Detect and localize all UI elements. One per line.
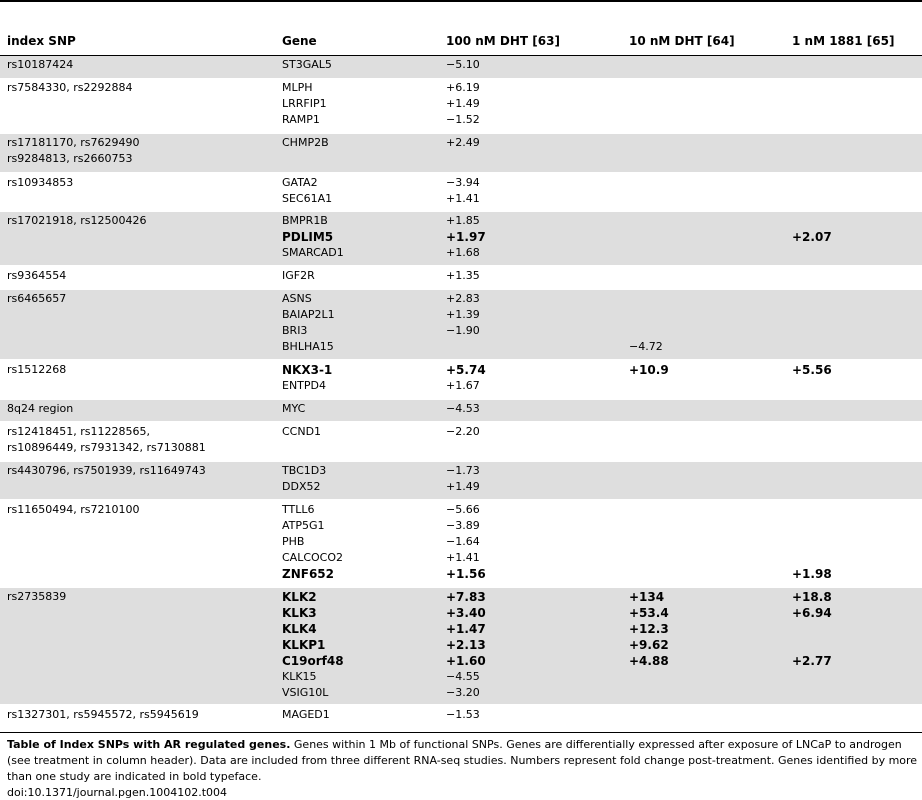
gene-cell: CCND1 bbox=[282, 425, 322, 438]
gene-cell: KLK2 bbox=[282, 590, 317, 604]
table-row-group bbox=[0, 462, 922, 499]
table-row-group bbox=[0, 134, 922, 172]
gene-cell: TTLL6 bbox=[282, 503, 315, 516]
dht100-value-cell: +1.49 bbox=[446, 480, 480, 493]
dht100-value-cell: +1.67 bbox=[446, 379, 480, 392]
index-snp-cell: rs12418451, rs11228565, bbox=[7, 425, 150, 438]
index-snp-cell: rs6465657 bbox=[7, 292, 67, 305]
gene-cell: ST3GAL5 bbox=[282, 58, 332, 71]
dht100-value-cell: +1.56 bbox=[446, 567, 486, 581]
dht100-value-cell: +2.49 bbox=[446, 136, 480, 149]
dht10-value-cell: +12.3 bbox=[629, 622, 669, 636]
index-snp-cell: rs1512268 bbox=[7, 363, 67, 376]
dht100-value-cell: −2.20 bbox=[446, 425, 480, 438]
index-snp-cell: rs1327301, rs5945572, rs5945619 bbox=[7, 708, 199, 721]
gene-cell: BRI3 bbox=[282, 324, 308, 337]
gene-cell: NKX3-1 bbox=[282, 363, 333, 377]
dht100-value-cell: −4.55 bbox=[446, 670, 480, 683]
dht10-value-cell: +4.88 bbox=[629, 654, 669, 668]
gene-cell: KLK3 bbox=[282, 606, 317, 620]
dht10-value-cell: −4.72 bbox=[629, 340, 663, 353]
gene-cell: KLK15 bbox=[282, 670, 317, 683]
index-snp-cell: 8q24 region bbox=[7, 402, 74, 415]
dht100-value-cell: +1.85 bbox=[446, 214, 480, 227]
table-row-group bbox=[0, 400, 922, 421]
dht100-value-cell: +1.60 bbox=[446, 654, 486, 668]
header-10nm-dht: 10 nM DHT [64] bbox=[629, 34, 735, 48]
table-row-group bbox=[0, 361, 922, 398]
dht100-value-cell: −1.52 bbox=[446, 113, 480, 126]
top-rule bbox=[0, 0, 922, 2]
dht100-value-cell: −1.73 bbox=[446, 464, 480, 477]
index-snp-cell: rs10934853 bbox=[7, 176, 74, 189]
header-1nm-r1881: 1 nM 1881 [65] bbox=[792, 34, 895, 48]
dht100-value-cell: +1.49 bbox=[446, 97, 480, 110]
dht100-value-cell: −1.64 bbox=[446, 535, 480, 548]
gene-cell: TBC1D3 bbox=[282, 464, 327, 477]
dht10-value-cell: +53.4 bbox=[629, 606, 669, 620]
caption-body: Genes within 1 Mb of functional SNPs. Genes are differentially expressed after exposure of LNCaP to androgen (see treatment in column header). Data are included from three different RNA-seq studies. Numbers represent fold change post-treatment. Genes identified by more than one study are indicated in bold typeface. bbox=[7, 738, 918, 783]
table-row-group bbox=[0, 267, 922, 288]
index-snp-cell: rs7584330, rs2292884 bbox=[7, 81, 133, 94]
gene-cell: BMPR1B bbox=[282, 214, 328, 227]
dht100-value-cell: −1.90 bbox=[446, 324, 480, 337]
dht100-value-cell: +1.41 bbox=[446, 192, 480, 205]
dht100-value-cell: +1.47 bbox=[446, 622, 486, 636]
index-snp-cell: rs11650494, rs7210100 bbox=[7, 503, 140, 516]
gene-cell: C19orf48 bbox=[282, 654, 344, 668]
table-row-group bbox=[0, 588, 922, 704]
bottom-rule bbox=[0, 732, 922, 733]
table-row-group bbox=[0, 290, 922, 359]
caption-title: Table of Index SNPs with AR regulated genes. bbox=[7, 738, 291, 751]
dht100-value-cell: +6.19 bbox=[446, 81, 480, 94]
table-caption bbox=[7, 737, 919, 785]
r1881-value-cell: +18.8 bbox=[792, 590, 832, 604]
dht100-value-cell: +1.39 bbox=[446, 308, 480, 321]
dht100-value-cell: −5.66 bbox=[446, 503, 480, 516]
table-row-group bbox=[0, 174, 922, 210]
dht100-value-cell: +1.41 bbox=[446, 551, 480, 564]
dht100-value-cell: +5.74 bbox=[446, 363, 486, 377]
table-row-group bbox=[0, 79, 922, 132]
index-snp-cell: rs10896449, rs7931342, rs7130881 bbox=[7, 441, 206, 454]
r1881-value-cell: +1.98 bbox=[792, 567, 832, 581]
gene-cell: CHMP2B bbox=[282, 136, 329, 149]
dht100-value-cell: −3.89 bbox=[446, 519, 480, 532]
header-100nm-dht: 100 nM DHT [63] bbox=[446, 34, 560, 48]
r1881-value-cell: +2.07 bbox=[792, 230, 832, 244]
dht10-value-cell: +134 bbox=[629, 590, 665, 604]
header-index-snp: index SNP bbox=[7, 34, 76, 48]
gene-cell: ZNF652 bbox=[282, 567, 334, 581]
dht100-value-cell: +1.35 bbox=[446, 269, 480, 282]
dht100-value-cell: −4.53 bbox=[446, 402, 480, 415]
gene-cell: VSIG10L bbox=[282, 686, 329, 699]
gene-cell: LRRFIP1 bbox=[282, 97, 327, 110]
gene-cell: SMARCAD1 bbox=[282, 246, 344, 259]
gene-cell: BAIAP2L1 bbox=[282, 308, 335, 321]
dht100-value-cell: +1.97 bbox=[446, 230, 486, 244]
table-row-group bbox=[0, 501, 922, 586]
index-snp-cell: rs17181170, rs7629490 bbox=[7, 136, 140, 149]
table-row-group bbox=[0, 212, 922, 265]
header-gene: Gene bbox=[282, 34, 317, 48]
gene-cell: SEC61A1 bbox=[282, 192, 333, 205]
gene-cell: PHB bbox=[282, 535, 305, 548]
doi-text: doi:10.1371/journal.pgen.1004102.t004 bbox=[7, 786, 228, 799]
gene-cell: MLPH bbox=[282, 81, 313, 94]
dht100-value-cell: −1.53 bbox=[446, 708, 480, 721]
gene-cell: GATA2 bbox=[282, 176, 318, 189]
gene-cell: RAMP1 bbox=[282, 113, 320, 126]
dht100-value-cell: +2.13 bbox=[446, 638, 486, 652]
gene-cell: IGF2R bbox=[282, 269, 315, 282]
gene-cell: ATP5G1 bbox=[282, 519, 325, 532]
table-row-group bbox=[0, 56, 922, 78]
index-snp-cell: rs10187424 bbox=[7, 58, 74, 71]
dht100-value-cell: −5.10 bbox=[446, 58, 480, 71]
dht100-value-cell: +2.83 bbox=[446, 292, 480, 305]
dht100-value-cell: +1.68 bbox=[446, 246, 480, 259]
gene-cell: PDLIM5 bbox=[282, 230, 334, 244]
gene-cell: KLKP1 bbox=[282, 638, 326, 652]
gene-cell: BHLHA15 bbox=[282, 340, 334, 353]
dht100-value-cell: −3.94 bbox=[446, 176, 480, 189]
gene-cell: ASNS bbox=[282, 292, 312, 305]
gene-cell: MAGED1 bbox=[282, 708, 330, 721]
index-snp-cell: rs9284813, rs2660753 bbox=[7, 152, 133, 165]
gene-cell: MYC bbox=[282, 402, 306, 415]
dht100-value-cell: +7.83 bbox=[446, 590, 486, 604]
dht100-value-cell: −3.20 bbox=[446, 686, 480, 699]
gene-cell: KLK4 bbox=[282, 622, 317, 636]
dht100-value-cell: +3.40 bbox=[446, 606, 486, 620]
r1881-value-cell: +2.77 bbox=[792, 654, 832, 668]
index-snp-cell: rs9364554 bbox=[7, 269, 67, 282]
gene-cell: DDX52 bbox=[282, 480, 321, 493]
index-snp-cell: rs2735839 bbox=[7, 590, 67, 603]
index-snp-cell: rs4430796, rs7501939, rs11649743 bbox=[7, 464, 206, 477]
dht10-value-cell: +10.9 bbox=[629, 363, 669, 377]
r1881-value-cell: +6.94 bbox=[792, 606, 832, 620]
table-row-group bbox=[0, 423, 922, 460]
dht10-value-cell: +9.62 bbox=[629, 638, 669, 652]
gene-cell: ENTPD4 bbox=[282, 379, 326, 392]
index-snp-cell: rs17021918, rs12500426 bbox=[7, 214, 147, 227]
r1881-value-cell: +5.56 bbox=[792, 363, 832, 377]
gene-cell: CALCOCO2 bbox=[282, 551, 344, 564]
table-row-group bbox=[0, 706, 922, 732]
